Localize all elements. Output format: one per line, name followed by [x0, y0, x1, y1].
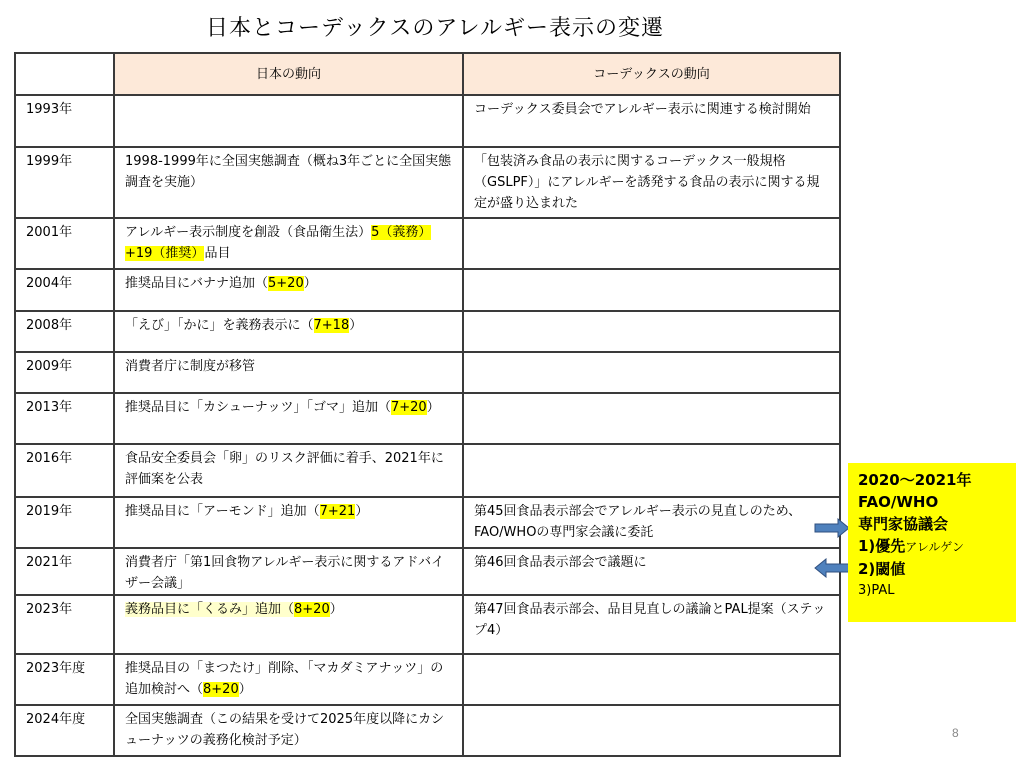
table-row [15, 444, 840, 497]
cell-text: 推奨品目に「カシューナッツ」「ゴマ」追加（ [125, 400, 391, 415]
codex-cell [463, 393, 840, 444]
japan-cell [114, 311, 463, 352]
cell-text: ） [355, 504, 369, 519]
year-cell: 2001年 [15, 218, 114, 269]
japan-cell [114, 548, 463, 595]
japan-cell [114, 595, 463, 654]
cell-text: 「えび」「かに」を義務表示に（ [125, 318, 314, 333]
codex-cell [463, 444, 840, 497]
callout-item-1: 1)優先アレルゲン [858, 537, 965, 555]
highlighted-text: 5（義務）+19（推奨） [125, 225, 432, 261]
japan-cell [114, 352, 463, 393]
cell-text: 消費者庁に制度が移管 [125, 359, 256, 374]
highlighted-text: 5+20 [268, 276, 304, 291]
cell-text: 食品安全委員会「卵」のリスク評価に着手、2021年に評価案を公表 [125, 451, 444, 487]
year-cell: 2019年 [15, 497, 114, 548]
codex-cell: 第46回食品表示部会で議題に [463, 548, 840, 595]
japan-cell [114, 705, 463, 756]
table-row [15, 95, 840, 147]
cell-text: 推奨品目に「アーモンド」追加（ [125, 504, 320, 519]
codex-cell: 第47回食品表示部会、品目見直しの議論とPAL提案（ステップ4） [463, 595, 840, 654]
highlighted-text: 義務品目に「くるみ」追加（ [125, 602, 295, 617]
cell-text: 1998-1999年に全国実態調査（概ね3年ごとに全国実態調査を実施） [125, 154, 452, 190]
highlighted-text: 8+20 [203, 682, 239, 697]
fao-who-callout [848, 463, 1016, 622]
year-cell: 2023年度 [15, 654, 114, 705]
year-cell: 2016年 [15, 444, 114, 497]
cell-text: ） [349, 318, 363, 333]
callout-meeting: 専門家協議会 [858, 515, 949, 533]
japan-cell [114, 444, 463, 497]
year-cell: 2021年 [15, 548, 114, 595]
codex-cell [463, 311, 840, 352]
header-year [15, 53, 114, 95]
japan-cell [114, 269, 463, 311]
table-row [15, 352, 840, 393]
codex-cell [463, 218, 840, 269]
japan-cell [114, 147, 463, 218]
table-header-row [15, 53, 840, 95]
table-row [15, 147, 840, 218]
page-number: 8 [952, 726, 959, 740]
codex-cell: 「包装済み食品の表示に関するコーデックス一般規格（GSLPF）」にアレルギーを誘発する食品の表示に関する規定が盛り込まれた [463, 147, 840, 218]
table-row [15, 705, 840, 756]
table-row [15, 393, 840, 444]
japan-cell [114, 497, 463, 548]
table-row [15, 218, 840, 269]
japan-cell [114, 218, 463, 269]
slide-title: 日本とコーデックスのアレルギー表示の変遷 [206, 16, 664, 41]
highlighted-text: 7+20 [390, 400, 427, 415]
header-japan: 日本の動向 [114, 53, 463, 95]
table-row [15, 654, 840, 705]
cell-text: アレルギー表示制度を創設（食品衛生法） [125, 225, 372, 240]
highlighted-text: 7+18 [313, 318, 350, 333]
codex-cell [463, 269, 840, 311]
arrow-left-icon [814, 558, 850, 578]
year-cell: 1999年 [15, 147, 114, 218]
cell-text: 品目 [204, 246, 231, 261]
year-cell: 2008年 [15, 311, 114, 352]
callout-item-3: 3)PAL [858, 583, 895, 598]
cell-text: 全国実態調査（この結果を受けて2025年度以降にカシューナッツの義務化検討予定） [125, 712, 445, 748]
header-codex: コーデックスの動向 [463, 53, 840, 95]
table-row [15, 548, 840, 595]
codex-cell [463, 352, 840, 393]
cell-text: 推奨品目の「まつたけ」削除、「マカダミアナッツ」の追加検討へ（ [125, 661, 444, 697]
codex-cell [463, 654, 840, 705]
year-cell: 2004年 [15, 269, 114, 311]
callout-org: FAO/WHO [858, 493, 939, 511]
cell-text: 推奨品目にバナナ追加（ [125, 276, 269, 291]
codex-cell: コーデックス委員会でアレルギー表示に関連する検討開始 [463, 95, 840, 147]
table-row [15, 497, 840, 548]
codex-cell [463, 705, 840, 756]
cell-text: ） [303, 276, 317, 291]
codex-cell: 第45回食品表示部会でアレルギー表示の見直しのため、FAO/WHOの専門家会議に委託 [463, 497, 840, 548]
timeline-table [14, 52, 841, 757]
table-row [15, 311, 840, 352]
table-row [15, 595, 840, 654]
cell-text: ） [426, 400, 440, 415]
japan-cell [114, 95, 463, 147]
year-cell: 2013年 [15, 393, 114, 444]
year-cell: 2023年 [15, 595, 114, 654]
cell-text: ） [329, 602, 343, 617]
timeline-body [15, 95, 840, 756]
year-cell: 1993年 [15, 95, 114, 147]
highlighted-text: 8+20 [294, 602, 330, 617]
cell-text: ） [238, 682, 252, 697]
year-cell: 2024年度 [15, 705, 114, 756]
table-row [15, 269, 840, 311]
highlighted-text: 7+21 [319, 504, 356, 519]
arrow-right-icon [814, 518, 850, 538]
callout-period: 2020〜2021年 [858, 471, 972, 489]
callout-item-2: 2)閾値 [858, 560, 906, 578]
year-cell: 2009年 [15, 352, 114, 393]
cell-text: 消費者庁「第1回食物アレルギー表示に関するアドバイザー会議」 [125, 555, 445, 591]
japan-cell [114, 654, 463, 705]
japan-cell [114, 393, 463, 444]
